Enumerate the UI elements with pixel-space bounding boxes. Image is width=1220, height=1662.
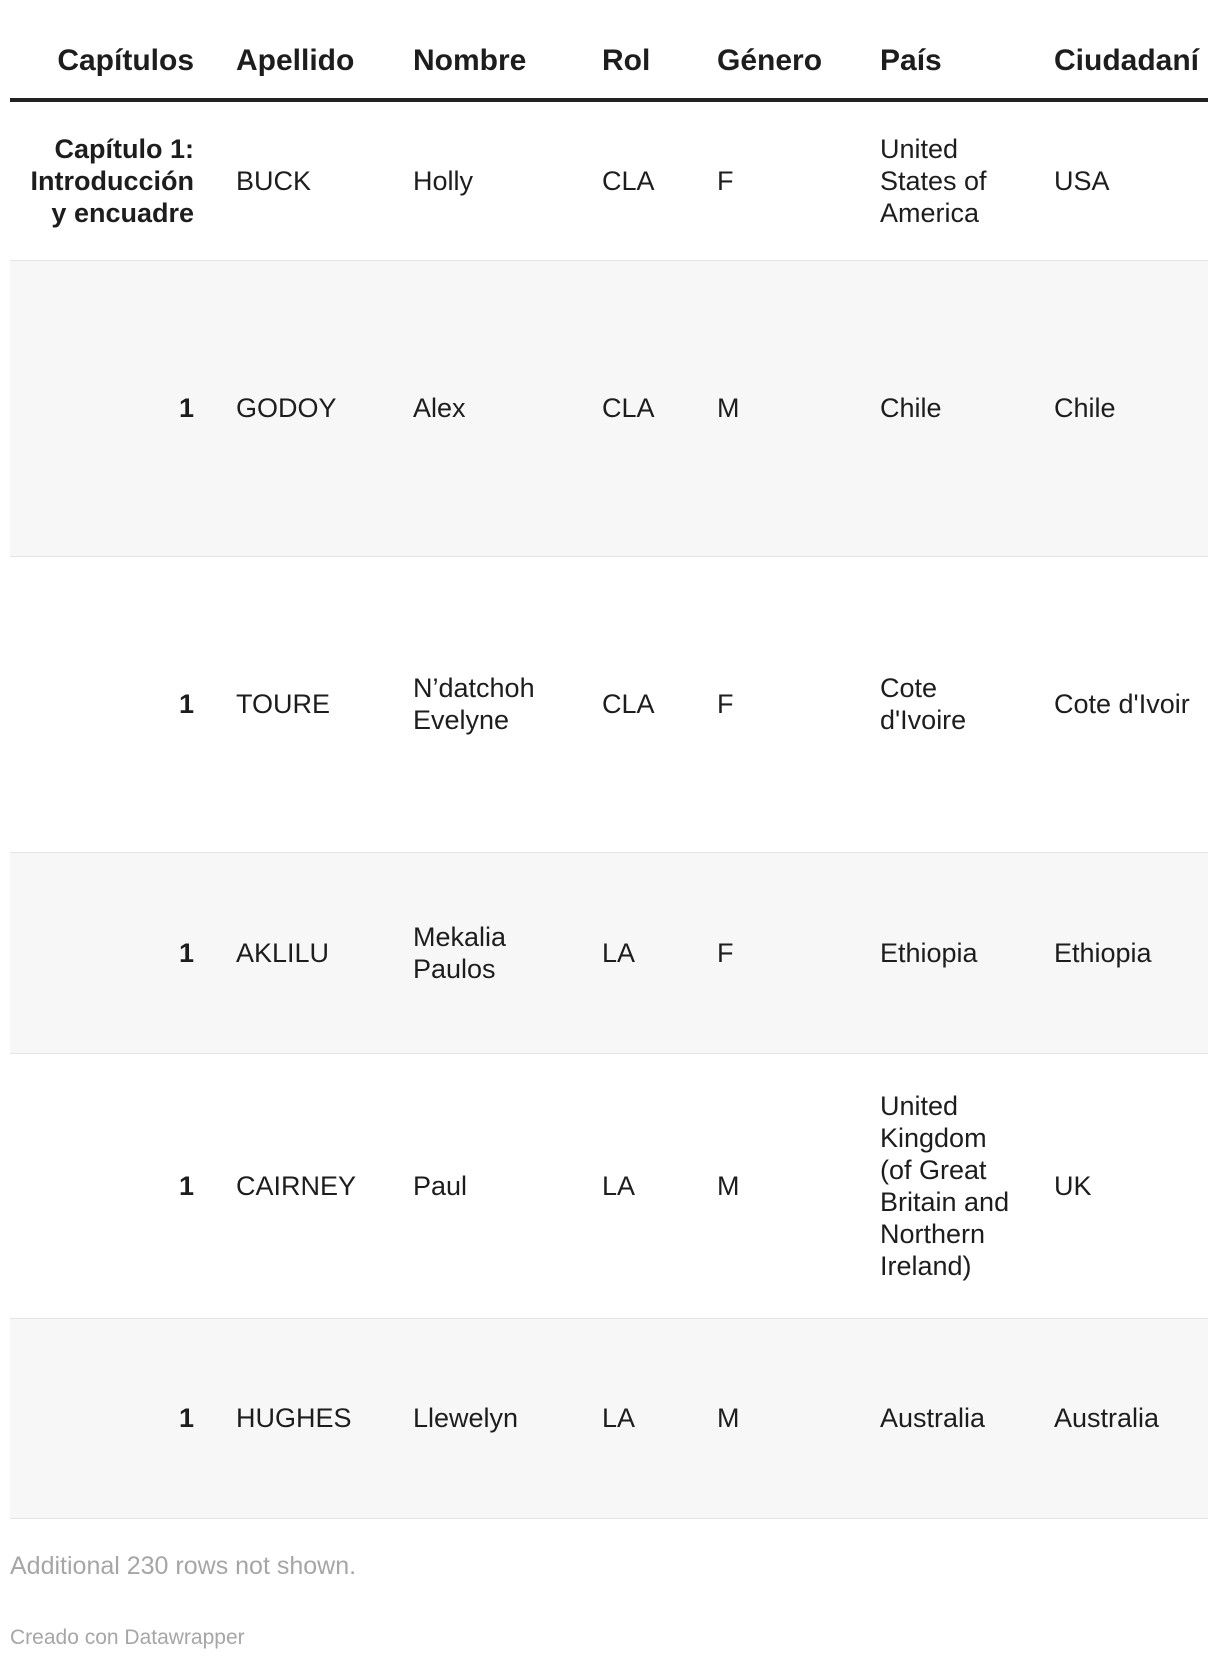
table-cell-chapter: 1 bbox=[10, 1318, 210, 1518]
data-table-container bbox=[10, 0, 1208, 1519]
table-cell-name: Llewelyn bbox=[387, 1318, 576, 1518]
column-header-rol[interactable]: Rol bbox=[576, 0, 691, 100]
table-row bbox=[10, 100, 1208, 260]
table-cell-country: United Kingdom (of Great Britain and Northern Ireland) bbox=[854, 1053, 1028, 1318]
table-cell-surname: GODOY bbox=[210, 260, 387, 556]
table-cell-surname: AKLILU bbox=[210, 852, 387, 1053]
table-cell-country: Chile bbox=[854, 260, 1028, 556]
column-header-ciudadania[interactable]: Ciudadaní bbox=[1028, 0, 1208, 100]
table-cell-citizenship: Chile bbox=[1028, 260, 1208, 556]
table-cell-chapter: Capítulo 1: Introducción y encuadre bbox=[10, 100, 210, 260]
table-cell-name: Paul bbox=[387, 1053, 576, 1318]
table-cell-chapter: 1 bbox=[10, 556, 210, 852]
table-cell-citizenship: Ethiopia bbox=[1028, 852, 1208, 1053]
table-cell-role: CLA bbox=[576, 556, 691, 852]
table-row bbox=[10, 260, 1208, 556]
table-row bbox=[10, 556, 1208, 852]
table-cell-gender: F bbox=[691, 100, 854, 260]
table-cell-name: Mekalia Paulos bbox=[387, 852, 576, 1053]
table-cell-surname: HUGHES bbox=[210, 1318, 387, 1518]
table-cell-chapter: 1 bbox=[10, 260, 210, 556]
column-header-nombre[interactable]: Nombre bbox=[387, 0, 576, 100]
table-cell-citizenship: Australia bbox=[1028, 1318, 1208, 1518]
table-cell-country: United States of America bbox=[854, 100, 1028, 260]
column-header-capitulos[interactable]: Capítulos bbox=[10, 0, 210, 100]
column-header-apellido[interactable]: Apellido bbox=[210, 0, 387, 100]
table-cell-role: LA bbox=[576, 1318, 691, 1518]
table-cell-chapter: 1 bbox=[10, 852, 210, 1053]
table-cell-country: Ethiopia bbox=[854, 852, 1028, 1053]
table-cell-role: LA bbox=[576, 852, 691, 1053]
column-header-genero[interactable]: Género bbox=[691, 0, 854, 100]
table-cell-citizenship: Cote d'Ivoir bbox=[1028, 556, 1208, 852]
table-cell-role: CLA bbox=[576, 260, 691, 556]
table-cell-name: Holly bbox=[387, 100, 576, 260]
table-cell-gender: F bbox=[691, 852, 854, 1053]
table-cell-citizenship: UK bbox=[1028, 1053, 1208, 1318]
table-cell-name: Alex bbox=[387, 260, 576, 556]
table-row bbox=[10, 1053, 1208, 1318]
table-cell-gender: F bbox=[691, 556, 854, 852]
table-notes: Additional 230 rows not shown. bbox=[10, 1552, 357, 1580]
data-table bbox=[10, 0, 1208, 1519]
table-cell-country: Cote d'Ivoire bbox=[854, 556, 1028, 852]
credit-link[interactable]: Creado con Datawrapper bbox=[10, 1626, 245, 1649]
table-cell-gender: M bbox=[691, 1053, 854, 1318]
table-cell-role: CLA bbox=[576, 100, 691, 260]
table-row bbox=[10, 852, 1208, 1053]
column-header-pais[interactable]: País bbox=[854, 0, 1028, 100]
table-cell-role: LA bbox=[576, 1053, 691, 1318]
table-header-row bbox=[10, 0, 1208, 100]
table-cell-citizenship: USA bbox=[1028, 100, 1208, 260]
table-cell-gender: M bbox=[691, 260, 854, 556]
table-cell-country: Australia bbox=[854, 1318, 1028, 1518]
table-row bbox=[10, 1318, 1208, 1518]
table-cell-chapter: 1 bbox=[10, 1053, 210, 1318]
table-cell-surname: BUCK bbox=[210, 100, 387, 260]
table-cell-name: N’datchoh Evelyne bbox=[387, 556, 576, 852]
table-cell-surname: CAIRNEY bbox=[210, 1053, 387, 1318]
table-cell-surname: TOURE bbox=[210, 556, 387, 852]
table-cell-gender: M bbox=[691, 1318, 854, 1518]
